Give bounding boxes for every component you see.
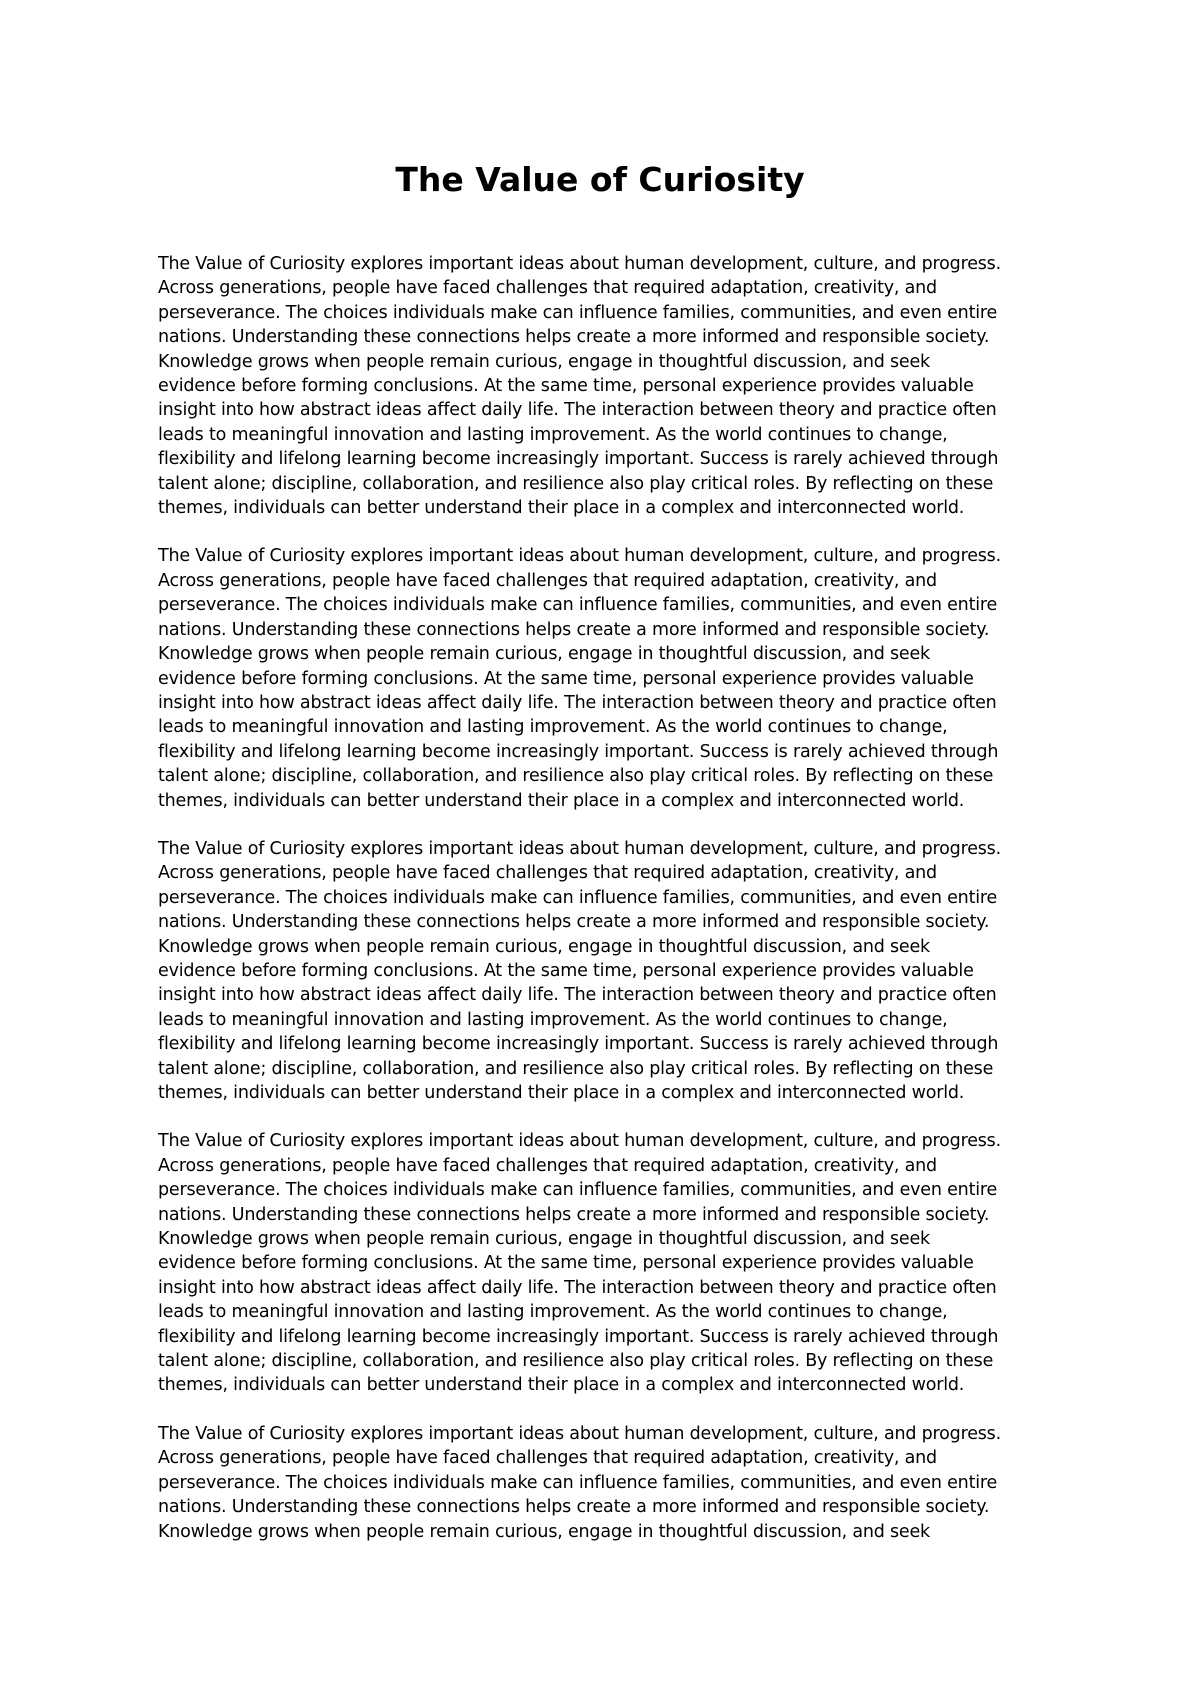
paragraph (158, 1129, 1058, 1397)
text-line: Across generations, people have faced challenges that required adaptation, creativity, and (158, 278, 937, 299)
text-line: leads to meaningful innovation and lasting improvement. As the world continues to change, (158, 424, 948, 445)
paragraph (158, 252, 1058, 520)
text-line: themes, individuals can better understand their place in a complex and interconnected world. (158, 1083, 965, 1103)
text-line: leads to meaningful innovation and lasting improvement. As the world continues to change, (158, 1009, 948, 1030)
text-line: flexibility and lifelong learning become increasingly important. Success is rarely achieved through (158, 449, 999, 470)
text-line: insight into how abstract ideas affect daily life. The interaction between theory and practice often (158, 692, 997, 713)
text-line: flexibility and lifelong learning become increasingly important. Success is rarely achieved through (158, 741, 999, 762)
text-line: Knowledge grows when people remain curious, engage in thoughtful discussion, and seek (158, 936, 930, 957)
text-line: insight into how abstract ideas affect daily life. The interaction between theory and practice often (158, 400, 997, 421)
text-line: Knowledge grows when people remain curious, engage in thoughtful discussion, and seek (158, 1521, 930, 1542)
text-line: leads to meaningful innovation and lasting improvement. As the world continues to change, (158, 717, 948, 738)
text-line: evidence before forming conclusions. At the same time, personal experience provides valuable (158, 960, 974, 981)
text-line: talent alone; discipline, collaboration, and resilience also play critical roles. By reflecting on these (158, 1351, 994, 1372)
text-line: insight into how abstract ideas affect daily life. The interaction between theory and practice often (158, 985, 997, 1006)
document-title: The Value of Curiosity (395, 160, 805, 199)
paragraph (158, 544, 1058, 812)
text-line: insight into how abstract ideas affect daily life. The interaction between theory and practice often (158, 1277, 997, 1298)
text-line: themes, individuals can better understand their place in a complex and interconnected world. (158, 790, 965, 811)
text-line: nations. Understanding these connections helps create a more informed and responsible society. (158, 619, 990, 640)
text-line: nations. Understanding these connections helps create a more informed and responsible society. (158, 1497, 990, 1518)
text-line: The Value of Curiosity explores important ideas about human development, culture, and progress. (158, 838, 1001, 859)
paragraph (158, 1422, 1058, 1544)
text-line: perseverance. The choices individuals make can influence families, communities, and even entire (158, 1472, 998, 1493)
text-line: nations. Understanding these connections helps create a more informed and responsible society. (158, 1204, 990, 1225)
text-line: The Value of Curiosity explores important ideas about human development, culture, and progress. (158, 546, 1001, 567)
text-line: Knowledge grows when people remain curious, engage in thoughtful discussion, and seek (158, 351, 930, 372)
text-line: perseverance. The choices individuals make can influence families, communities, and even entire (158, 1180, 998, 1201)
text-line: evidence before forming conclusions. At the same time, personal experience provides valuable (158, 1253, 974, 1274)
text-line: flexibility and lifelong learning become increasingly important. Success is rarely achieved through (158, 1034, 999, 1055)
text-line: evidence before forming conclusions. At the same time, personal experience provides valuable (158, 376, 974, 397)
text-line: nations. Understanding these connections helps create a more informed and responsible society. (158, 912, 990, 933)
text-line: evidence before forming conclusions. At the same time, personal experience provides valuable (158, 668, 974, 689)
text-line: Across generations, people have faced challenges that required adaptation, creativity, and (158, 1155, 937, 1176)
text-line: The Value of Curiosity explores important ideas about human development, culture, and progress. (158, 1423, 1001, 1444)
text-line: perseverance. The choices individuals make can influence families, communities, and even entire (158, 595, 998, 616)
text-line: flexibility and lifelong learning become increasingly important. Success is rarely achieved through (158, 1326, 999, 1347)
text-line: nations. Understanding these connections helps create a more informed and responsible society. (158, 327, 990, 348)
document-body (158, 252, 1058, 1568)
text-line: Across generations, people have faced challenges that required adaptation, creativity, and (158, 1448, 937, 1469)
text-line: Across generations, people have faced challenges that required adaptation, creativity, and (158, 570, 937, 591)
text-line: Knowledge grows when people remain curious, engage in thoughtful discussion, and seek (158, 1229, 930, 1250)
text-line: perseverance. The choices individuals make can influence families, communities, and even entire (158, 887, 998, 908)
text-line: The Value of Curiosity explores important ideas about human development, culture, and progress. (158, 1131, 1001, 1152)
text-line: Knowledge grows when people remain curious, engage in thoughtful discussion, and seek (158, 644, 930, 665)
paragraph (158, 837, 1058, 1105)
text-line: themes, individuals can better understand their place in a complex and interconnected world. (158, 1375, 965, 1396)
text-line: talent alone; discipline, collaboration, and resilience also play critical roles. By reflecting on these (158, 766, 994, 787)
text-line: Across generations, people have faced challenges that required adaptation, creativity, and (158, 863, 937, 884)
text-line: perseverance. The choices individuals make can influence families, communities, and even entire (158, 302, 998, 323)
text-line: talent alone; discipline, collaboration, and resilience also play critical roles. By reflecting on these (158, 1058, 994, 1079)
text-line: talent alone; discipline, collaboration, and resilience also play critical roles. By reflecting on these (158, 473, 994, 494)
text-line: The Value of Curiosity explores important ideas about human development, culture, and progress. (158, 254, 1001, 274)
text-line: leads to meaningful innovation and lasting improvement. As the world continues to change, (158, 1302, 948, 1323)
text-line: themes, individuals can better understand their place in a complex and interconnected world. (158, 498, 965, 519)
